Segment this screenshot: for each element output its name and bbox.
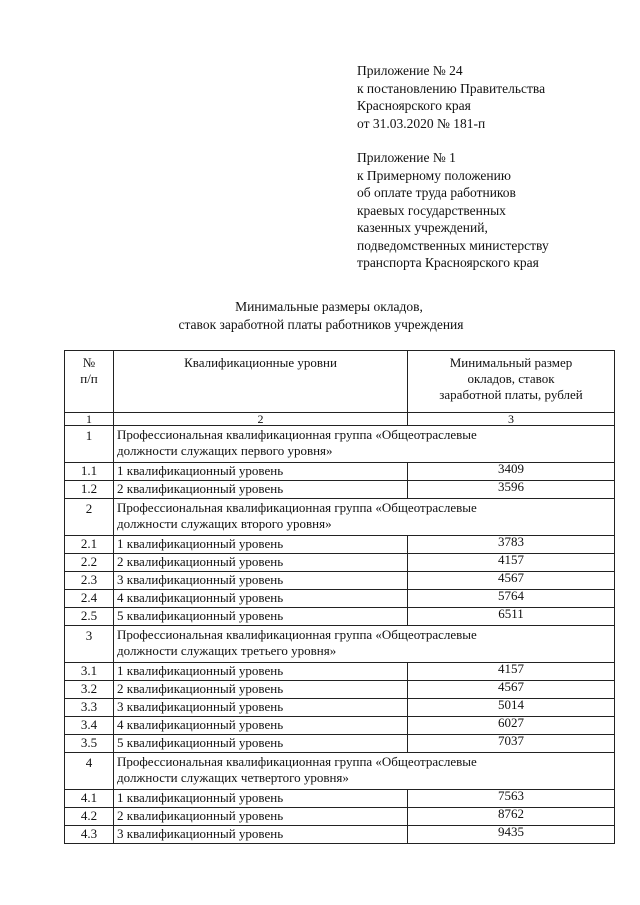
level-amount: 9435 <box>408 826 615 844</box>
table-row <box>65 463 615 481</box>
table-row <box>65 735 615 753</box>
level-name: 1 квалификационный уровень <box>114 536 408 554</box>
group-number: 2 <box>65 499 114 536</box>
level-name: 2 квалификационный уровень <box>114 808 408 826</box>
appendix-24-line: Красноярского края <box>357 98 471 113</box>
level-amount: 4157 <box>408 663 615 681</box>
document-title-line-1: Минимальные размеры окладов, <box>235 299 423 314</box>
appendix-1-header <box>357 149 549 272</box>
column-number: 3 <box>408 413 615 426</box>
level-amount: 6027 <box>408 717 615 735</box>
level-number: 4.3 <box>65 826 114 844</box>
group-row <box>65 499 615 536</box>
header-amount-line: окладов, ставок <box>467 371 555 386</box>
table-row <box>65 536 615 554</box>
group-name-line: Профессиональная квалификационная группа «Общеотраслевые <box>117 627 477 642</box>
column-number-row <box>65 413 615 426</box>
table-row <box>65 808 615 826</box>
level-name: 1 квалификационный уровень <box>114 463 408 481</box>
level-number: 4.2 <box>65 808 114 826</box>
level-name: 1 квалификационный уровень <box>114 663 408 681</box>
level-amount: 3783 <box>408 536 615 554</box>
level-name: 3 квалификационный уровень <box>114 826 408 844</box>
level-number: 3.3 <box>65 699 114 717</box>
level-name: 4 квалификационный уровень <box>114 590 408 608</box>
header-number-sign: № <box>82 355 96 370</box>
document-title <box>0 298 640 334</box>
group-name-line: Профессиональная квалификационная группа «Общеотраслевые <box>117 427 477 442</box>
appendix-1-line: транспорта Красноярского края <box>357 255 539 270</box>
level-amount: 8762 <box>408 808 615 826</box>
level-number: 3.5 <box>65 735 114 753</box>
table-row <box>65 608 615 626</box>
group-name-line: должности служащих первого уровня» <box>117 443 333 458</box>
level-amount: 7037 <box>408 735 615 753</box>
group-row <box>65 753 615 790</box>
level-number: 2.1 <box>65 536 114 554</box>
level-name: 2 квалификационный уровень <box>114 481 408 499</box>
group-name <box>114 426 615 463</box>
table-row <box>65 790 615 808</box>
table-body <box>65 426 615 844</box>
group-number: 1 <box>65 426 114 463</box>
salary-table <box>64 350 615 844</box>
level-name: 3 квалификационный уровень <box>114 699 408 717</box>
appendix-24-header <box>357 62 545 132</box>
table-row <box>65 572 615 590</box>
table-row <box>65 481 615 499</box>
level-name: 4 квалификационный уровень <box>114 717 408 735</box>
appendix-24-title: Приложение № 24 <box>357 63 463 78</box>
level-name: 2 квалификационный уровень <box>114 554 408 572</box>
column-number: 1 <box>65 413 114 426</box>
table-header-row <box>65 351 615 413</box>
level-amount: 3409 <box>408 463 615 481</box>
level-amount: 3596 <box>408 481 615 499</box>
level-name: 2 квалификационный уровень <box>114 681 408 699</box>
group-name-line: должности служащих четвертого уровня» <box>117 770 349 785</box>
group-name-line: должности служащих второго уровня» <box>117 516 332 531</box>
group-name-line: должности служащих третьего уровня» <box>117 643 337 658</box>
header-number <box>65 351 114 413</box>
group-name <box>114 499 615 536</box>
level-number: 1.1 <box>65 463 114 481</box>
header-minimum-amount <box>408 351 615 413</box>
level-name: 5 квалификационный уровень <box>114 735 408 753</box>
level-amount: 4567 <box>408 681 615 699</box>
table-row <box>65 699 615 717</box>
appendix-24-line: к постановлению Правительства <box>357 80 546 96</box>
level-name: 3 квалификационный уровень <box>114 572 408 590</box>
column-number: 2 <box>114 413 408 426</box>
group-row <box>65 626 615 663</box>
group-name <box>114 626 615 663</box>
header-qualification-levels: Квалификационные уровни <box>114 351 408 413</box>
header-amount-line: заработной платы, рублей <box>439 387 583 402</box>
group-name-line: Профессиональная квалификационная группа «Общеотраслевые <box>117 754 477 769</box>
appendix-1-line: казенных учреждений, <box>357 220 488 235</box>
table-row <box>65 826 615 844</box>
header-number-label: п/п <box>80 371 98 386</box>
level-amount: 5014 <box>408 699 615 717</box>
group-name-line: Профессиональная квалификационная группа «Общеотраслевые <box>117 500 477 515</box>
document-title-line-2: ставок заработной платы работников учреждения <box>178 317 464 332</box>
group-number: 3 <box>65 626 114 663</box>
appendix-1-title: Приложение № 1 <box>357 150 456 165</box>
appendix-1-line: краевых государственных <box>357 202 506 218</box>
appendix-1-line: об оплате труда работников <box>357 185 516 200</box>
level-name: 5 квалификационный уровень <box>114 608 408 626</box>
table-row <box>65 663 615 681</box>
level-name: 1 квалификационный уровень <box>114 790 408 808</box>
level-number: 4.1 <box>65 790 114 808</box>
level-number: 2.2 <box>65 554 114 572</box>
level-number: 3.2 <box>65 681 114 699</box>
level-amount: 4567 <box>408 572 615 590</box>
level-number: 2.4 <box>65 590 114 608</box>
table-row <box>65 590 615 608</box>
level-amount: 4157 <box>408 554 615 572</box>
level-number: 2.3 <box>65 572 114 590</box>
level-number: 3.1 <box>65 663 114 681</box>
group-name <box>114 753 615 790</box>
level-number: 3.4 <box>65 717 114 735</box>
table-row <box>65 717 615 735</box>
group-row <box>65 426 615 463</box>
table-row <box>65 681 615 699</box>
appendix-1-line: к Примерному положению <box>357 167 511 183</box>
appendix-24-date: от 31.03.2020 № 181-п <box>357 115 486 131</box>
header-amount-line: Минимальный размер <box>449 355 573 370</box>
group-number: 4 <box>65 753 114 790</box>
level-amount: 5764 <box>408 590 615 608</box>
level-amount: 6511 <box>408 608 615 626</box>
level-number: 2.5 <box>65 608 114 626</box>
level-amount: 7563 <box>408 790 615 808</box>
table-row <box>65 554 615 572</box>
appendix-1-line: подведомственных министерству <box>357 237 549 253</box>
level-number: 1.2 <box>65 481 114 499</box>
